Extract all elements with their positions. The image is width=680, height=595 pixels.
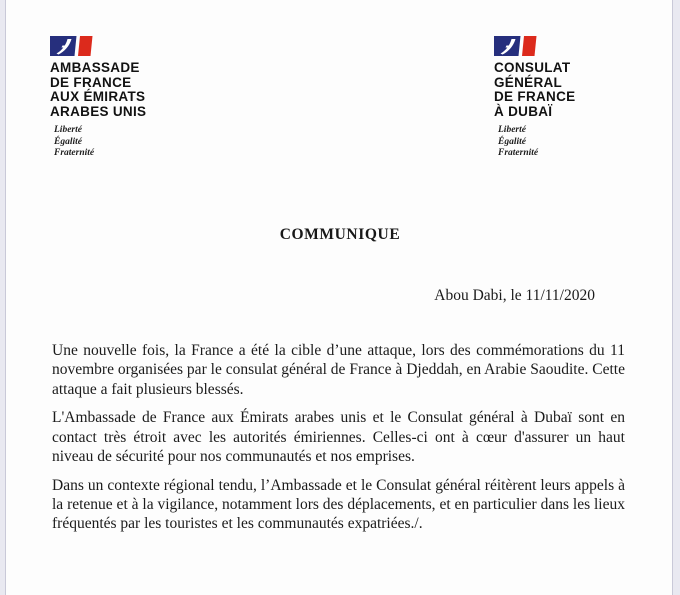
republic-motto <box>54 125 146 160</box>
embassy-name-line: AMBASSADE <box>50 60 140 75</box>
consulate-header-block <box>494 36 575 160</box>
paragraph: Une nouvelle fois, la France a été la cible d’une attaque, lors des commémorations du 11 novembre organisées par le consulat général de France à Djeddah, en Arabie Saoudite. Cette attaque a fait plusieurs blessés. <box>52 342 625 398</box>
french-republic-flag-logo <box>50 36 95 56</box>
embassy-name-line: ARABES UNIS <box>50 103 147 119</box>
paragraph: L'Ambassade de France aux Émirats arabes unis et le Consulat général à Dubaï sont en contact très étroit avec les autorités émiriennes. Celles-ci ont à cœur d'assurer un haut niveau de sécurité pour nos communautés et nos emprises. <box>52 409 625 465</box>
consulate-name-line: DE FRANCE <box>494 89 576 104</box>
document-title: COMMUNIQUE <box>279 226 401 243</box>
republic-motto <box>498 125 575 160</box>
dateline: Abou Dabi, le 11/11/2020 <box>434 287 595 304</box>
embassy-header-block <box>50 36 146 160</box>
document-body <box>52 341 625 534</box>
embassy-name-line: AUX ÉMIRATS <box>50 89 146 104</box>
motto-line: Liberté <box>498 125 526 135</box>
motto-line: Égalité <box>498 136 526 147</box>
consulate-name-line: CONSULAT <box>494 60 571 75</box>
french-republic-flag-logo <box>494 36 539 56</box>
motto-line: Liberté <box>54 125 82 135</box>
consulate-name-line: GÉNÉRAL <box>494 74 563 90</box>
motto-line: Fraternité <box>498 148 539 158</box>
page-right-edge <box>672 0 680 595</box>
page-left-edge <box>0 0 6 595</box>
paragraph: Dans un contexte régional tendu, l’Ambassade et le Consulat général réitèrent leurs appels à la retenue et à la vigilance, notamment lors des déplacements, et en particulier dans les lieux fréquentés par les touristes et les communautés expatriées./. <box>52 476 625 533</box>
motto-line: Égalité <box>54 136 82 147</box>
embassy-name-line: DE FRANCE <box>50 74 132 90</box>
motto-line: Fraternité <box>54 148 95 158</box>
consulate-name-line: À DUBAÏ <box>494 103 553 119</box>
